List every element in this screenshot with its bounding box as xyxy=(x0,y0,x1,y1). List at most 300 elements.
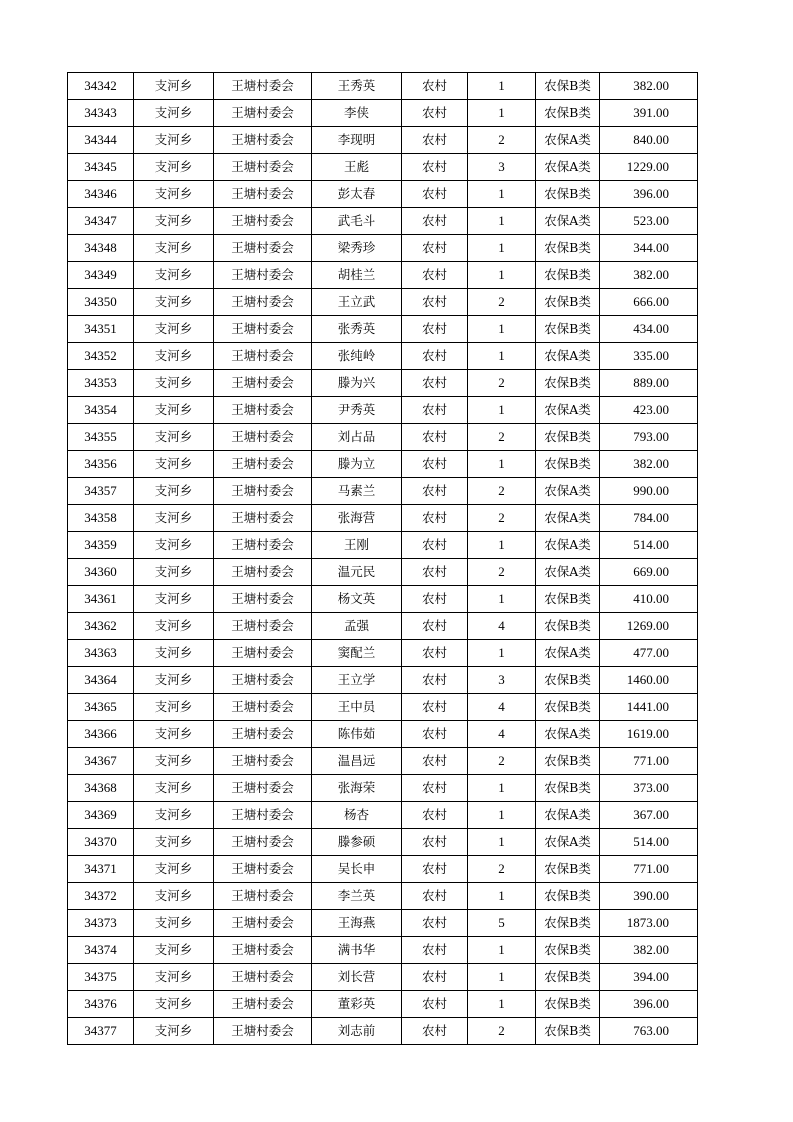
amount-cell: 1873.00 xyxy=(600,910,698,937)
record-number-cell: 34368 xyxy=(68,775,134,802)
insurance-category-cell: 农保A类 xyxy=(536,532,600,559)
township-cell: 支河乡 xyxy=(134,235,214,262)
insurance-category-cell: 农保A类 xyxy=(536,478,600,505)
household-type-cell: 农村 xyxy=(402,640,468,667)
amount-cell: 434.00 xyxy=(600,316,698,343)
village-committee-cell: 王塘村委会 xyxy=(214,262,312,289)
amount-cell: 423.00 xyxy=(600,397,698,424)
member-count-cell: 1 xyxy=(468,397,536,424)
township-cell: 支河乡 xyxy=(134,775,214,802)
village-committee-cell: 王塘村委会 xyxy=(214,73,312,100)
township-cell: 支河乡 xyxy=(134,748,214,775)
township-cell: 支河乡 xyxy=(134,343,214,370)
member-count-cell: 1 xyxy=(468,991,536,1018)
document-page xyxy=(67,72,698,1045)
record-number-cell: 34373 xyxy=(68,910,134,937)
table-row xyxy=(68,235,698,262)
township-cell: 支河乡 xyxy=(134,532,214,559)
amount-cell: 335.00 xyxy=(600,343,698,370)
record-number-cell: 34374 xyxy=(68,937,134,964)
township-cell: 支河乡 xyxy=(134,451,214,478)
insurance-category-cell: 农保B类 xyxy=(536,316,600,343)
township-cell: 支河乡 xyxy=(134,262,214,289)
member-count-cell: 2 xyxy=(468,478,536,505)
member-count-cell: 5 xyxy=(468,910,536,937)
village-committee-cell: 王塘村委会 xyxy=(214,1018,312,1045)
village-committee-cell: 王塘村委会 xyxy=(214,748,312,775)
member-count-cell: 1 xyxy=(468,775,536,802)
household-type-cell: 农村 xyxy=(402,208,468,235)
insurance-category-cell: 农保B类 xyxy=(536,910,600,937)
table-row xyxy=(68,532,698,559)
insurance-category-cell: 农保A类 xyxy=(536,721,600,748)
person-name-cell: 滕参硕 xyxy=(312,829,402,856)
household-type-cell: 农村 xyxy=(402,370,468,397)
table-row xyxy=(68,478,698,505)
person-name-cell: 李侠 xyxy=(312,100,402,127)
household-type-cell: 农村 xyxy=(402,181,468,208)
person-name-cell: 窦配兰 xyxy=(312,640,402,667)
household-type-cell: 农村 xyxy=(402,397,468,424)
household-type-cell: 农村 xyxy=(402,910,468,937)
village-committee-cell: 王塘村委会 xyxy=(214,694,312,721)
member-count-cell: 2 xyxy=(468,1018,536,1045)
amount-cell: 1460.00 xyxy=(600,667,698,694)
household-type-cell: 农村 xyxy=(402,289,468,316)
member-count-cell: 1 xyxy=(468,235,536,262)
record-number-cell: 34367 xyxy=(68,748,134,775)
village-committee-cell: 王塘村委会 xyxy=(214,208,312,235)
table-row xyxy=(68,559,698,586)
person-name-cell: 温昌远 xyxy=(312,748,402,775)
household-type-cell: 农村 xyxy=(402,235,468,262)
amount-cell: 669.00 xyxy=(600,559,698,586)
household-type-cell: 农村 xyxy=(402,127,468,154)
member-count-cell: 1 xyxy=(468,532,536,559)
record-number-cell: 34344 xyxy=(68,127,134,154)
amount-cell: 477.00 xyxy=(600,640,698,667)
village-committee-cell: 王塘村委会 xyxy=(214,856,312,883)
township-cell: 支河乡 xyxy=(134,559,214,586)
township-cell: 支河乡 xyxy=(134,505,214,532)
household-type-cell: 农村 xyxy=(402,478,468,505)
person-name-cell: 彭太春 xyxy=(312,181,402,208)
amount-cell: 763.00 xyxy=(600,1018,698,1045)
village-committee-cell: 王塘村委会 xyxy=(214,100,312,127)
person-name-cell: 胡桂兰 xyxy=(312,262,402,289)
member-count-cell: 2 xyxy=(468,559,536,586)
member-count-cell: 1 xyxy=(468,964,536,991)
township-cell: 支河乡 xyxy=(134,424,214,451)
record-number-cell: 34350 xyxy=(68,289,134,316)
record-number-cell: 34356 xyxy=(68,451,134,478)
person-name-cell: 张海营 xyxy=(312,505,402,532)
village-committee-cell: 王塘村委会 xyxy=(214,370,312,397)
household-type-cell: 农村 xyxy=(402,559,468,586)
amount-cell: 396.00 xyxy=(600,181,698,208)
person-name-cell: 李兰英 xyxy=(312,883,402,910)
amount-cell: 514.00 xyxy=(600,829,698,856)
household-type-cell: 农村 xyxy=(402,883,468,910)
table-row xyxy=(68,397,698,424)
table-row xyxy=(68,964,698,991)
insurance-category-cell: 农保A类 xyxy=(536,802,600,829)
record-number-cell: 34370 xyxy=(68,829,134,856)
person-name-cell: 杨杏 xyxy=(312,802,402,829)
insurance-category-cell: 农保B类 xyxy=(536,694,600,721)
village-committee-cell: 王塘村委会 xyxy=(214,802,312,829)
table-row xyxy=(68,910,698,937)
record-number-cell: 34366 xyxy=(68,721,134,748)
township-cell: 支河乡 xyxy=(134,289,214,316)
household-type-cell: 农村 xyxy=(402,586,468,613)
household-type-cell: 农村 xyxy=(402,424,468,451)
township-cell: 支河乡 xyxy=(134,640,214,667)
person-name-cell: 杨文英 xyxy=(312,586,402,613)
village-committee-cell: 王塘村委会 xyxy=(214,451,312,478)
record-number-cell: 34345 xyxy=(68,154,134,181)
household-type-cell: 农村 xyxy=(402,451,468,478)
township-cell: 支河乡 xyxy=(134,1018,214,1045)
insurance-category-cell: 农保B类 xyxy=(536,181,600,208)
household-type-cell: 农村 xyxy=(402,937,468,964)
household-type-cell: 农村 xyxy=(402,721,468,748)
insurance-category-cell: 农保B类 xyxy=(536,289,600,316)
household-type-cell: 农村 xyxy=(402,748,468,775)
table-row xyxy=(68,991,698,1018)
household-type-cell: 农村 xyxy=(402,964,468,991)
amount-cell: 382.00 xyxy=(600,73,698,100)
amount-cell: 344.00 xyxy=(600,235,698,262)
person-name-cell: 梁秀珍 xyxy=(312,235,402,262)
person-name-cell: 董彩英 xyxy=(312,991,402,1018)
insurance-category-cell: 农保A类 xyxy=(536,127,600,154)
household-type-cell: 农村 xyxy=(402,154,468,181)
member-count-cell: 1 xyxy=(468,802,536,829)
record-number-cell: 34371 xyxy=(68,856,134,883)
village-committee-cell: 王塘村委会 xyxy=(214,424,312,451)
table-row xyxy=(68,208,698,235)
village-committee-cell: 王塘村委会 xyxy=(214,640,312,667)
insurance-category-cell: 农保B类 xyxy=(536,370,600,397)
household-type-cell: 农村 xyxy=(402,991,468,1018)
township-cell: 支河乡 xyxy=(134,127,214,154)
person-name-cell: 张海荣 xyxy=(312,775,402,802)
record-number-cell: 34347 xyxy=(68,208,134,235)
record-number-cell: 34349 xyxy=(68,262,134,289)
table-row xyxy=(68,100,698,127)
table-row xyxy=(68,829,698,856)
insurance-category-cell: 农保B类 xyxy=(536,748,600,775)
table-row xyxy=(68,748,698,775)
township-cell: 支河乡 xyxy=(134,721,214,748)
table-row xyxy=(68,370,698,397)
amount-cell: 391.00 xyxy=(600,100,698,127)
member-count-cell: 1 xyxy=(468,316,536,343)
household-type-cell: 农村 xyxy=(402,343,468,370)
record-number-cell: 34346 xyxy=(68,181,134,208)
insurance-category-cell: 农保B类 xyxy=(536,424,600,451)
member-count-cell: 4 xyxy=(468,721,536,748)
insurance-category-cell: 农保B类 xyxy=(536,262,600,289)
household-type-cell: 农村 xyxy=(402,775,468,802)
township-cell: 支河乡 xyxy=(134,937,214,964)
village-committee-cell: 王塘村委会 xyxy=(214,964,312,991)
table-row xyxy=(68,586,698,613)
table-row xyxy=(68,883,698,910)
township-cell: 支河乡 xyxy=(134,397,214,424)
table-row xyxy=(68,343,698,370)
table-row xyxy=(68,775,698,802)
record-number-cell: 34354 xyxy=(68,397,134,424)
village-committee-cell: 王塘村委会 xyxy=(214,937,312,964)
insurance-category-cell: 农保B类 xyxy=(536,937,600,964)
member-count-cell: 2 xyxy=(468,856,536,883)
table-row xyxy=(68,667,698,694)
record-number-cell: 34362 xyxy=(68,613,134,640)
table-row xyxy=(68,289,698,316)
insurance-category-cell: 农保B类 xyxy=(536,964,600,991)
household-type-cell: 农村 xyxy=(402,829,468,856)
table-row xyxy=(68,937,698,964)
table-row xyxy=(68,694,698,721)
household-type-cell: 农村 xyxy=(402,262,468,289)
amount-cell: 390.00 xyxy=(600,883,698,910)
insurance-category-cell: 农保A类 xyxy=(536,154,600,181)
table-row xyxy=(68,262,698,289)
village-committee-cell: 王塘村委会 xyxy=(214,586,312,613)
table-row xyxy=(68,73,698,100)
village-committee-cell: 王塘村委会 xyxy=(214,316,312,343)
village-committee-cell: 王塘村委会 xyxy=(214,721,312,748)
member-count-cell: 1 xyxy=(468,451,536,478)
member-count-cell: 1 xyxy=(468,73,536,100)
member-count-cell: 1 xyxy=(468,208,536,235)
person-name-cell: 刘长营 xyxy=(312,964,402,991)
member-count-cell: 1 xyxy=(468,640,536,667)
insurance-category-cell: 农保B类 xyxy=(536,1018,600,1045)
insurance-category-cell: 农保A类 xyxy=(536,397,600,424)
member-count-cell: 3 xyxy=(468,667,536,694)
record-number-cell: 34363 xyxy=(68,640,134,667)
person-name-cell: 张纯岭 xyxy=(312,343,402,370)
person-name-cell: 王彪 xyxy=(312,154,402,181)
record-number-cell: 34361 xyxy=(68,586,134,613)
member-count-cell: 1 xyxy=(468,181,536,208)
person-name-cell: 滕为兴 xyxy=(312,370,402,397)
person-name-cell: 王立武 xyxy=(312,289,402,316)
record-number-cell: 34357 xyxy=(68,478,134,505)
person-name-cell: 刘志前 xyxy=(312,1018,402,1045)
record-number-cell: 34351 xyxy=(68,316,134,343)
record-number-cell: 34365 xyxy=(68,694,134,721)
village-committee-cell: 王塘村委会 xyxy=(214,910,312,937)
amount-cell: 382.00 xyxy=(600,262,698,289)
amount-cell: 793.00 xyxy=(600,424,698,451)
person-name-cell: 王海燕 xyxy=(312,910,402,937)
amount-cell: 373.00 xyxy=(600,775,698,802)
member-count-cell: 1 xyxy=(468,262,536,289)
member-count-cell: 2 xyxy=(468,127,536,154)
member-count-cell: 1 xyxy=(468,829,536,856)
township-cell: 支河乡 xyxy=(134,613,214,640)
insurance-category-cell: 农保B类 xyxy=(536,883,600,910)
amount-cell: 1269.00 xyxy=(600,613,698,640)
table-row xyxy=(68,451,698,478)
household-type-cell: 农村 xyxy=(402,100,468,127)
member-count-cell: 2 xyxy=(468,748,536,775)
record-number-cell: 34372 xyxy=(68,883,134,910)
township-cell: 支河乡 xyxy=(134,370,214,397)
amount-cell: 1441.00 xyxy=(600,694,698,721)
insurance-category-cell: 农保B类 xyxy=(536,100,600,127)
insurance-category-cell: 农保A类 xyxy=(536,208,600,235)
village-committee-cell: 王塘村委会 xyxy=(214,397,312,424)
amount-cell: 382.00 xyxy=(600,937,698,964)
village-committee-cell: 王塘村委会 xyxy=(214,613,312,640)
table-row xyxy=(68,127,698,154)
table-row xyxy=(68,316,698,343)
table-row xyxy=(68,856,698,883)
village-committee-cell: 王塘村委会 xyxy=(214,829,312,856)
person-name-cell: 张秀英 xyxy=(312,316,402,343)
insurance-category-cell: 农保B类 xyxy=(536,73,600,100)
member-count-cell: 4 xyxy=(468,694,536,721)
household-type-cell: 农村 xyxy=(402,694,468,721)
village-committee-cell: 王塘村委会 xyxy=(214,478,312,505)
township-cell: 支河乡 xyxy=(134,829,214,856)
record-number-cell: 34375 xyxy=(68,964,134,991)
member-count-cell: 1 xyxy=(468,100,536,127)
table-row xyxy=(68,424,698,451)
village-committee-cell: 王塘村委会 xyxy=(214,127,312,154)
township-cell: 支河乡 xyxy=(134,586,214,613)
village-committee-cell: 王塘村委会 xyxy=(214,532,312,559)
record-number-cell: 34376 xyxy=(68,991,134,1018)
township-cell: 支河乡 xyxy=(134,883,214,910)
amount-cell: 367.00 xyxy=(600,802,698,829)
village-committee-cell: 王塘村委会 xyxy=(214,235,312,262)
insurance-category-cell: 农保B类 xyxy=(536,586,600,613)
township-cell: 支河乡 xyxy=(134,802,214,829)
record-number-cell: 34348 xyxy=(68,235,134,262)
amount-cell: 840.00 xyxy=(600,127,698,154)
village-committee-cell: 王塘村委会 xyxy=(214,505,312,532)
member-count-cell: 1 xyxy=(468,883,536,910)
household-type-cell: 农村 xyxy=(402,505,468,532)
member-count-cell: 4 xyxy=(468,613,536,640)
record-number-cell: 34360 xyxy=(68,559,134,586)
record-number-cell: 34353 xyxy=(68,370,134,397)
household-type-cell: 农村 xyxy=(402,316,468,343)
amount-cell: 1619.00 xyxy=(600,721,698,748)
table-row xyxy=(68,802,698,829)
township-cell: 支河乡 xyxy=(134,667,214,694)
table-row xyxy=(68,613,698,640)
amount-cell: 1229.00 xyxy=(600,154,698,181)
village-committee-cell: 王塘村委会 xyxy=(214,775,312,802)
insurance-category-cell: 农保B类 xyxy=(536,613,600,640)
record-number-cell: 34343 xyxy=(68,100,134,127)
person-name-cell: 李现明 xyxy=(312,127,402,154)
amount-cell: 666.00 xyxy=(600,289,698,316)
insurance-category-cell: 农保B类 xyxy=(536,235,600,262)
insurance-category-cell: 农保A类 xyxy=(536,829,600,856)
township-cell: 支河乡 xyxy=(134,964,214,991)
household-type-cell: 农村 xyxy=(402,1018,468,1045)
household-type-cell: 农村 xyxy=(402,73,468,100)
amount-cell: 396.00 xyxy=(600,991,698,1018)
village-committee-cell: 王塘村委会 xyxy=(214,289,312,316)
record-number-cell: 34352 xyxy=(68,343,134,370)
member-count-cell: 1 xyxy=(468,937,536,964)
record-number-cell: 34369 xyxy=(68,802,134,829)
township-cell: 支河乡 xyxy=(134,478,214,505)
record-number-cell: 34364 xyxy=(68,667,134,694)
person-name-cell: 陈伟茹 xyxy=(312,721,402,748)
township-cell: 支河乡 xyxy=(134,100,214,127)
member-count-cell: 2 xyxy=(468,505,536,532)
insurance-category-cell: 农保A类 xyxy=(536,343,600,370)
person-name-cell: 滕为立 xyxy=(312,451,402,478)
amount-cell: 771.00 xyxy=(600,856,698,883)
person-name-cell: 孟强 xyxy=(312,613,402,640)
township-cell: 支河乡 xyxy=(134,991,214,1018)
amount-cell: 784.00 xyxy=(600,505,698,532)
table-row xyxy=(68,505,698,532)
record-number-cell: 34359 xyxy=(68,532,134,559)
township-cell: 支河乡 xyxy=(134,154,214,181)
beneficiary-table xyxy=(67,72,698,1045)
amount-cell: 990.00 xyxy=(600,478,698,505)
township-cell: 支河乡 xyxy=(134,856,214,883)
amount-cell: 514.00 xyxy=(600,532,698,559)
member-count-cell: 2 xyxy=(468,424,536,451)
person-name-cell: 刘占品 xyxy=(312,424,402,451)
person-name-cell: 温元民 xyxy=(312,559,402,586)
amount-cell: 523.00 xyxy=(600,208,698,235)
insurance-category-cell: 农保B类 xyxy=(536,775,600,802)
village-committee-cell: 王塘村委会 xyxy=(214,559,312,586)
person-name-cell: 王秀英 xyxy=(312,73,402,100)
table-row xyxy=(68,640,698,667)
record-number-cell: 34342 xyxy=(68,73,134,100)
member-count-cell: 1 xyxy=(468,343,536,370)
insurance-category-cell: 农保B类 xyxy=(536,991,600,1018)
record-number-cell: 34355 xyxy=(68,424,134,451)
insurance-category-cell: 农保A类 xyxy=(536,640,600,667)
household-type-cell: 农村 xyxy=(402,532,468,559)
amount-cell: 771.00 xyxy=(600,748,698,775)
village-committee-cell: 王塘村委会 xyxy=(214,181,312,208)
table-body xyxy=(68,73,698,1045)
household-type-cell: 农村 xyxy=(402,667,468,694)
township-cell: 支河乡 xyxy=(134,208,214,235)
person-name-cell: 武毛斗 xyxy=(312,208,402,235)
township-cell: 支河乡 xyxy=(134,316,214,343)
household-type-cell: 农村 xyxy=(402,613,468,640)
record-number-cell: 34377 xyxy=(68,1018,134,1045)
person-name-cell: 王刚 xyxy=(312,532,402,559)
member-count-cell: 2 xyxy=(468,289,536,316)
amount-cell: 410.00 xyxy=(600,586,698,613)
insurance-category-cell: 农保B类 xyxy=(536,667,600,694)
township-cell: 支河乡 xyxy=(134,694,214,721)
village-committee-cell: 王塘村委会 xyxy=(214,883,312,910)
insurance-category-cell: 农保A类 xyxy=(536,505,600,532)
village-committee-cell: 王塘村委会 xyxy=(214,343,312,370)
household-type-cell: 农村 xyxy=(402,856,468,883)
